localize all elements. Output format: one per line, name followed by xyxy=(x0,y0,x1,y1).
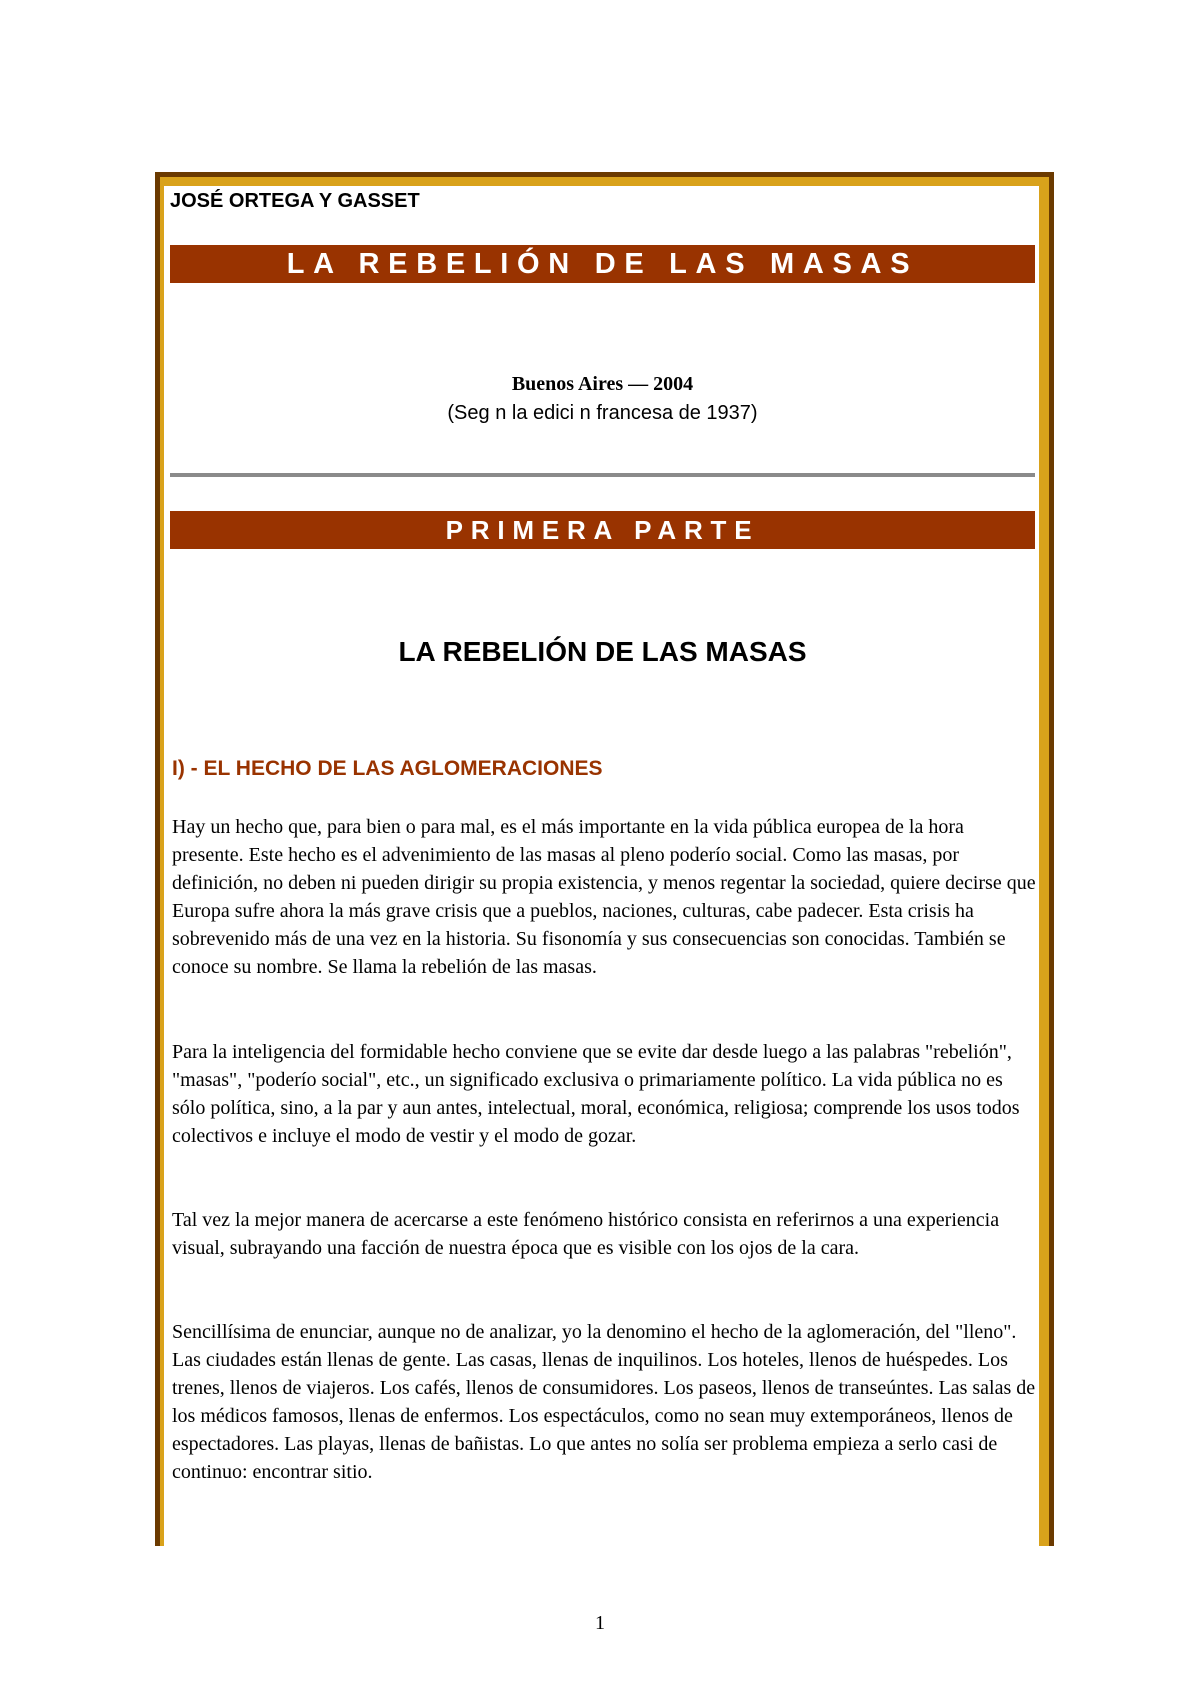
book-title-banner: LA REBELIÓN DE LAS MASAS xyxy=(170,245,1035,283)
body-paragraph-4: Sencillísima de enunciar, aunque no de analizar, yo la denomino el hecho de la aglomeración, del "lleno". Las ciudades están llenas de gente. Las casas, llenas de inquilinos. Los hoteles, llenos de huéspedes. Los trenes, llenos de viajeros. Los cafés, llenos de consumidores. Los paseos, llenos de transeúntes. Las salas de los médicos famosos, llenas de enfermos. Los espectáculos, como no sean muy extemporáneos, llenos de espectadores. Las playas, llenas de bañistas. Lo que antes no solía ser problema empieza a serlo casi de continuo: encontrar sitio. xyxy=(172,1321,1036,1483)
horizontal-rule xyxy=(170,473,1035,477)
page-number: 1 xyxy=(595,1612,605,1634)
body-paragraph-3: Tal vez la mejor manera de acercarse a este fenómeno histórico consista en referirnos a una experiencia visual, subrayando una facción de nuestra época que es visible con los ojos de la cara. xyxy=(172,1209,1000,1259)
publication-place-year: Buenos Aires — 2004 xyxy=(511,373,694,395)
section-heading: I) - EL HECHO DE LAS AGLOMERACIONES xyxy=(172,757,603,780)
body-paragraph-2: Para la inteligencia del formidable hecho conviene que se evite dar desde luego a las palabras "rebelión", "masas", "poderío social", etc., un significado exclusiva o primariamente político. La vida pública no es sólo política, sino, a la par y aun antes, intelectual, moral, económica, religiosa; comprende los usos todos colectivos e incluye el modo de vestir y el modo de gozar. xyxy=(172,1041,1020,1147)
author-name: JOSÉ ORTEGA Y GASSET xyxy=(170,190,420,212)
body-paragraph-1: Hay un hecho que, para bien o para mal, es el más importante en la vida pública europea de la hora presente. Este hecho es el advenimiento de las masas al pleno poderío social. Como las masas, por definición, no deben ni pueden dirigir su propia existencia, y menos regentar la sociedad, quiere decirse que Europa sufre ahora la más grave crisis que a pueblos, naciones, culturas, cabe padecer. Esta crisis ha sobrevenido más de una vez en la historia. Su fisonomía y sus consecuencias son conocidas. También se conoce su nombre. Se llama la rebelión de las masas. xyxy=(172,816,1036,978)
edition-note: (Seg n la edici n francesa de 1937) xyxy=(447,402,758,424)
part-banner: PRIMERA PARTE xyxy=(170,511,1035,549)
part-title: LA REBELIÓN DE LAS MASAS xyxy=(398,636,807,667)
